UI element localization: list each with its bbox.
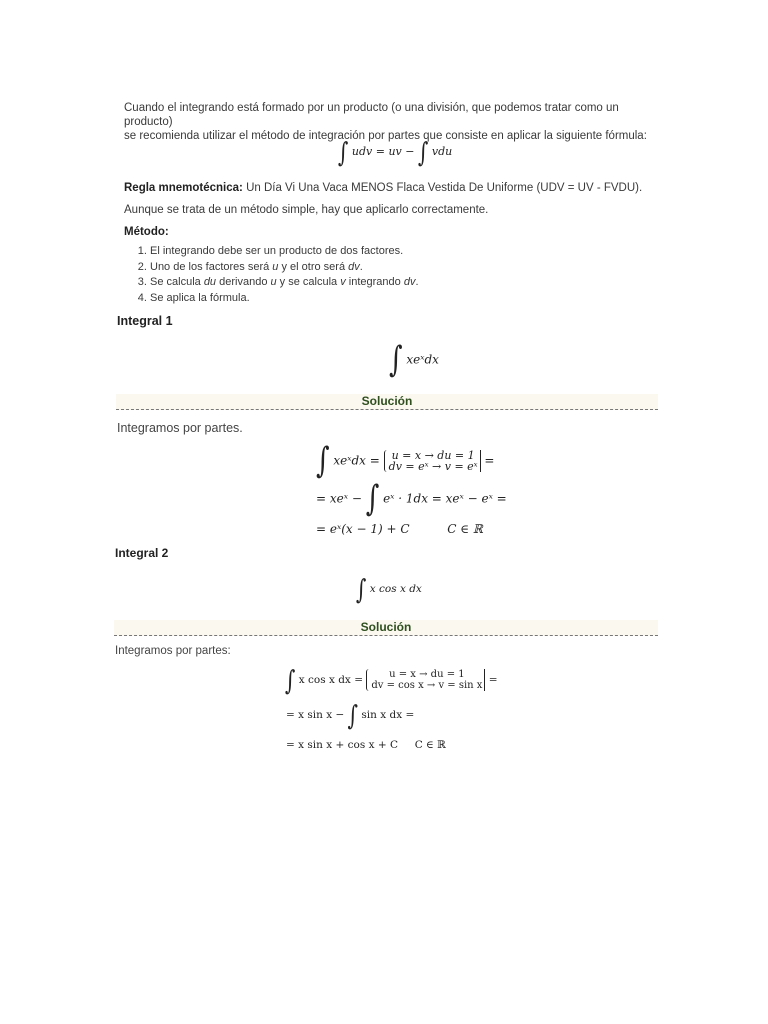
integral-1-step-1: ∫ xeˣdx = u = x → du = 1 dv = eˣ → v = eˣ =	[316, 440, 495, 482]
integral-1-solution-bar	[116, 394, 658, 410]
method-steps	[124, 244, 524, 307]
integral-sign: ∫	[285, 663, 296, 697]
integral-2-step-1: ∫ x cos x dx = u = x → du = 1 dv = cos x → v = sin x =	[285, 663, 498, 697]
integral-1-expression: ∫ xeˣdx	[389, 339, 439, 381]
integral-2-solution-bar	[114, 620, 658, 636]
integral-1-step-3: = eˣ(x − 1) + C C ∈ ℝ	[316, 522, 483, 536]
formula-left: udv = uv −	[351, 145, 415, 158]
formula-right: vdu	[431, 145, 453, 158]
integral-sign: ∫	[389, 339, 403, 381]
integral-sign: ∫	[365, 478, 380, 520]
integral-2-heading: Integral 2	[115, 546, 169, 560]
integral-sign: ∫	[347, 698, 359, 732]
mnemonic-label: Regla mnemotécnica:	[124, 182, 243, 194]
integral-2-intro: Integramos por partes:	[115, 645, 231, 657]
mnemonic-text: Un Día Vi Una Vaca MENOS Flaca Vestida De Uniforme (UDV = UV - FVDU).	[242, 182, 643, 194]
integral-2-expression: ∫ x cos x dx	[356, 572, 422, 606]
method-step: 2. Uno de los factores será u y el otro será dv.	[150, 260, 524, 276]
method-step: 1. El integrando debe ser un producto de dos factores.	[150, 244, 524, 260]
solution-label: Solución	[361, 394, 413, 408]
integral-2-step-3: = x sin x + cos x + C C ∈ ℝ	[286, 739, 446, 751]
integral-sign: ∫	[356, 572, 367, 606]
integral-1-heading: Integral 1	[117, 314, 173, 328]
integral-2-step-2: = x sin x − ∫ sin x dx =	[286, 698, 415, 732]
intro-line-2: se recomienda utilizar el método de integración por partes que consiste en aplicar la siguiente fórmula:	[124, 130, 647, 142]
integral-sign: ∫	[338, 135, 349, 169]
mnemonic-rule	[124, 181, 642, 195]
method-step: 3. Se calcula du derivando u y se calcula v integrando dv.	[150, 275, 524, 291]
intro-paragraph	[124, 101, 664, 143]
integral-1-intro: Integramos por partes.	[117, 421, 243, 435]
integral-sign: ∫	[316, 440, 330, 482]
integral-sign: ∫	[417, 135, 429, 169]
parts-formula	[338, 135, 453, 169]
method-label: Método:	[124, 226, 169, 238]
method-note: Aunque se trata de un método simple, hay que aplicarlo correctamente.	[124, 204, 489, 216]
substitution-matrix: u = x → du = 1 dv = cos x → v = sin x	[366, 669, 486, 691]
integral-1-step-2: = xeˣ − ∫ eˣ · 1dx = xeˣ − eˣ =	[316, 478, 507, 520]
intro-line-1: Cuando el integrando está formado por un producto (o una división, que podemos tratar como un producto)	[124, 102, 619, 128]
solution-label: Solución	[360, 620, 412, 634]
method-step: 4. Se aplica la fórmula.	[150, 291, 524, 307]
substitution-matrix: u = x → du = 1 dv = eˣ → v = eˣ	[384, 450, 482, 472]
